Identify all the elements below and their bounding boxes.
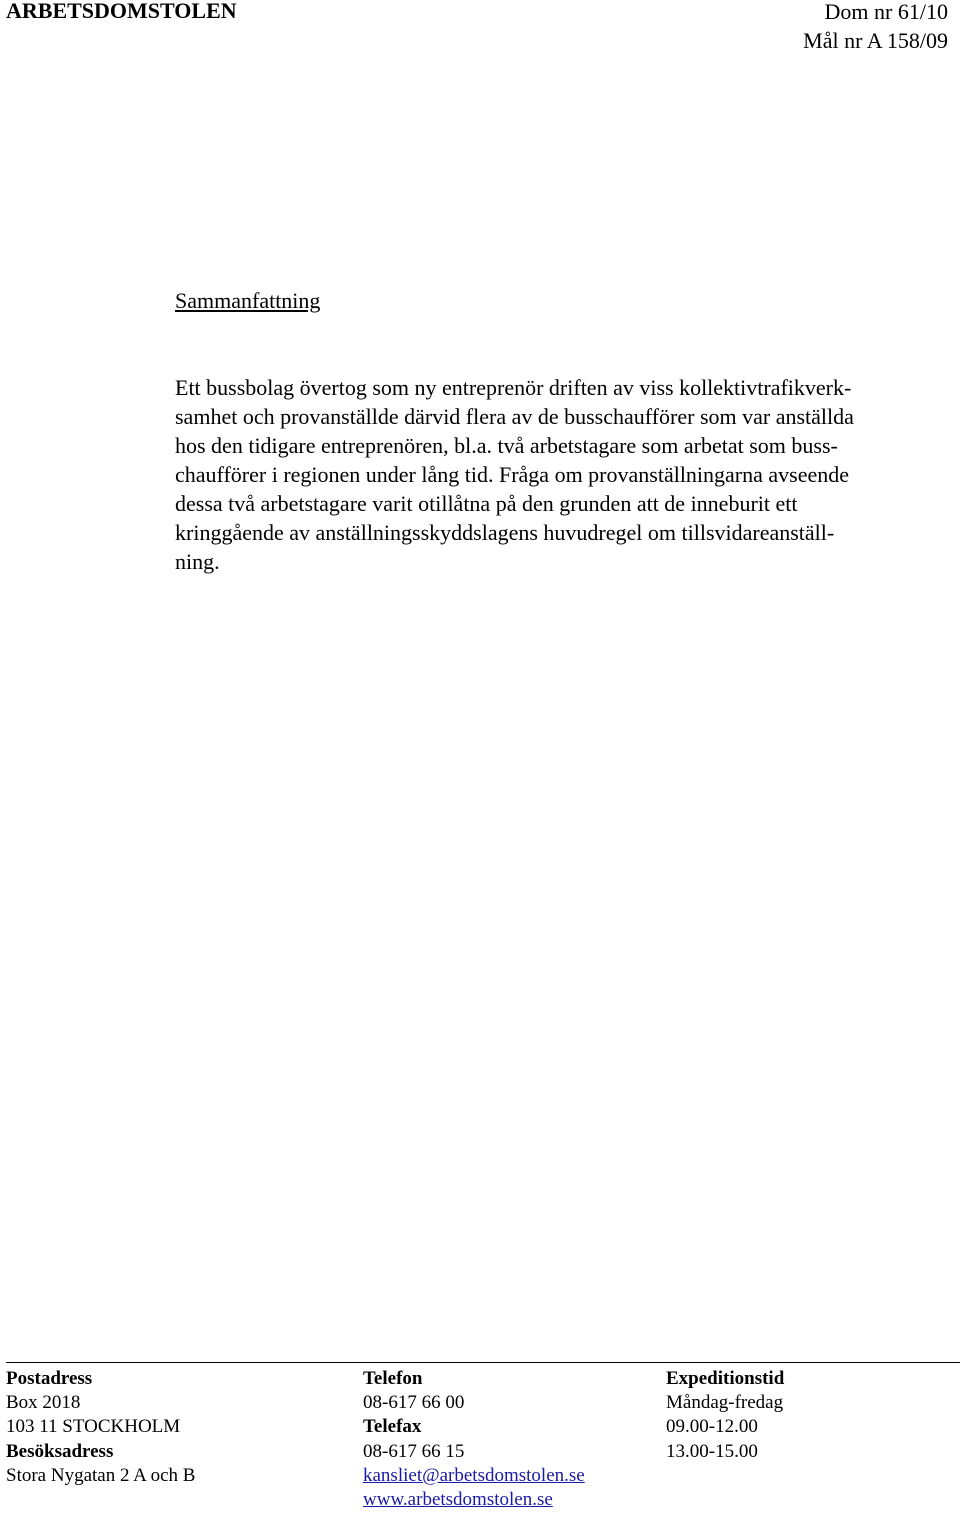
summary-paragraph bbox=[175, 373, 955, 576]
postal-address-label: Postadress bbox=[6, 1368, 93, 1389]
office-hours-label: Expeditionstid bbox=[666, 1368, 785, 1389]
office-days: Måndag-fredag bbox=[666, 1392, 784, 1414]
footer-divider bbox=[6, 1362, 960, 1363]
visiting-address: Stora Nygatan 2 A och B bbox=[6, 1464, 196, 1486]
visiting-address-label: Besöksadress bbox=[6, 1440, 114, 1462]
summary-line: ning. bbox=[175, 549, 220, 574]
judgment-number: Dom nr 61/10 bbox=[824, 0, 948, 24]
case-references bbox=[803, 0, 948, 55]
summary-line: kringgående av anställningsskyddslagens huvudregel om tillsvidareanställ- bbox=[175, 520, 835, 545]
summary-heading: Sammanfattning bbox=[175, 288, 321, 313]
court-name: ARBETSDOMSTOLEN bbox=[6, 0, 237, 23]
fax-number: 08-617 66 15 bbox=[363, 1440, 465, 1462]
office-hours-afternoon: 13.00-15.00 bbox=[666, 1440, 758, 1462]
summary-line: samhet och provanställde därvid flera av de busschaufförer som var anställda bbox=[175, 404, 854, 429]
email-link[interactable]: kansliet@arbetsdomstolen.se bbox=[363, 1464, 585, 1486]
phone-label: Telefon bbox=[363, 1368, 423, 1389]
fax-label: Telefax bbox=[363, 1416, 422, 1438]
postal-city: 103 11 STOCKHOLM bbox=[6, 1416, 181, 1438]
summary-line: Ett bussbolag övertog som ny entreprenör driften av viss kollektivtrafikverk- bbox=[175, 375, 852, 400]
footer-contact-column bbox=[363, 1367, 585, 1512]
summary-line: hos den tidigare entreprenören, bl.a. två arbetstagare som arbetat som buss- bbox=[175, 433, 838, 458]
case-number: Mål nr A 158/09 bbox=[803, 28, 948, 53]
phone-number: 08-617 66 00 bbox=[363, 1392, 465, 1414]
office-hours-morning: 09.00-12.00 bbox=[666, 1416, 758, 1438]
website-link[interactable]: www.arbetsdomstolen.se bbox=[363, 1489, 553, 1511]
footer-address-column bbox=[6, 1367, 195, 1488]
summary-line: chaufförer i regionen under lång tid. Fråga om provanställningarna avseende bbox=[175, 462, 850, 487]
summary-line: dessa två arbetstagare varit otillåtna på den grunden att de inneburit ett bbox=[175, 491, 798, 516]
postal-box: Box 2018 bbox=[6, 1392, 81, 1414]
footer-hours-column bbox=[666, 1367, 784, 1464]
